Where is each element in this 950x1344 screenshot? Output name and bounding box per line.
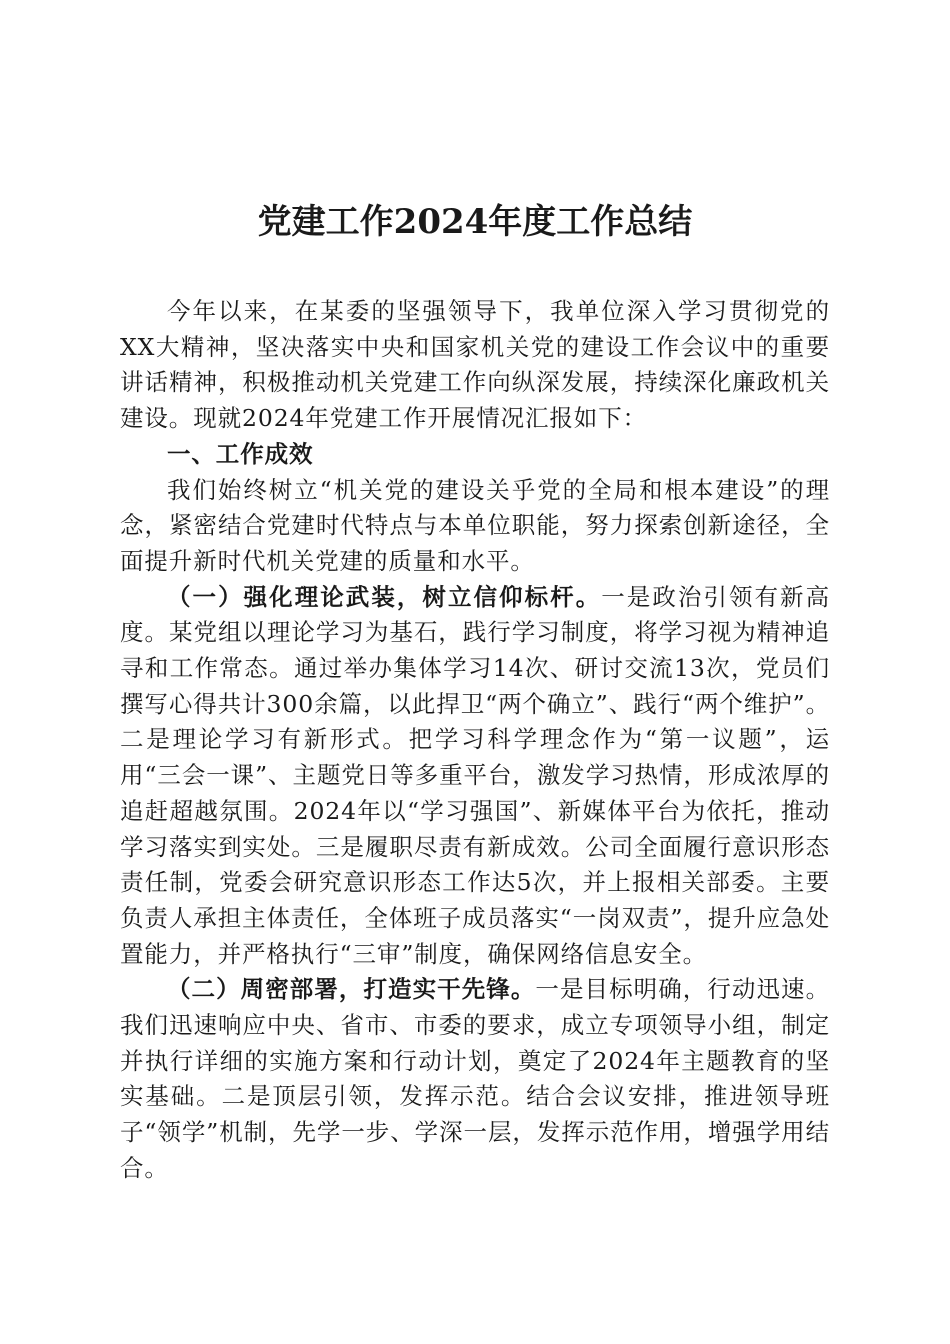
item-text-deployment: 一是目标明确，行动迅速。我们迅速响应中央、省市、市委的要求，成立专项领导小组，制定并执行详细的实施方案和行动计划，奠定了2024年主题教育的坚实基础。二是顶层引领，发挥示范。结合会议安排，推进领导班子“领学”机制，先学一步、学深一层，发挥示范作用，增强学用结合。	[120, 975, 830, 1182]
intro-paragraph: 今年以来，在某委的坚强领导下，我单位深入学习贯彻党的XX大精神，坚决落实中央和国家机关党的建设工作会议中的重要讲话精神，积极推动机关党建工作向纵深发展，持续深化廉政机关建设。现就2024年党建工作开展情况汇报如下：	[120, 297, 830, 433]
document-body	[120, 294, 830, 1187]
item-lead-deployment: （二）周密部署，打造实干先锋。	[167, 975, 536, 1004]
item-lead-theory: （一）强化理论武装，树立信仰标杆。	[167, 582, 602, 611]
document-page	[120, 0, 830, 1344]
document-title: 党建工作2024年度工作总结	[257, 202, 693, 242]
item-paragraph-deployment	[120, 972, 830, 1186]
section-summary-paragraph: 我们始终树立“机关党的建设关乎党的全局和根本建设”的理念，紧密结合党建时代特点与本单位职能，努力探索创新途径，全面提升新时代机关党建的质量和水平。	[120, 475, 830, 575]
section-heading-achievements: 一、工作成效	[167, 439, 314, 468]
item-text-theory: 一是政治引领有新高度。某党组以理论学习为基石，践行学习制度，将学习视为精神追寻和工作常态。通过举办集体学习14次、研讨交流13次，党员们撰写心得共计300余篇，以此捍卫“两个确立”、践行“两个维护”。二是理论学习有新形式。把学习科学理念作为“第一议题”，运用“三会一课”、主题党日等多重平台，激发学习热情，形成浓厚的追赶超越氛围。2024年以“学习强国”、新媒体平台为依托，推动学习落实到实处。三是履职尽责有新成效。公司全面履行意识形态责任制，党委会研究意识形态工作达5次，并上报相关部委。主要负责人承担主体责任，全体班子成员落实“一岗双责”，提升应急处置能力，并严格执行“三审”制度，确保网络信息安全。	[120, 582, 830, 968]
item-paragraph-theory	[120, 580, 830, 973]
